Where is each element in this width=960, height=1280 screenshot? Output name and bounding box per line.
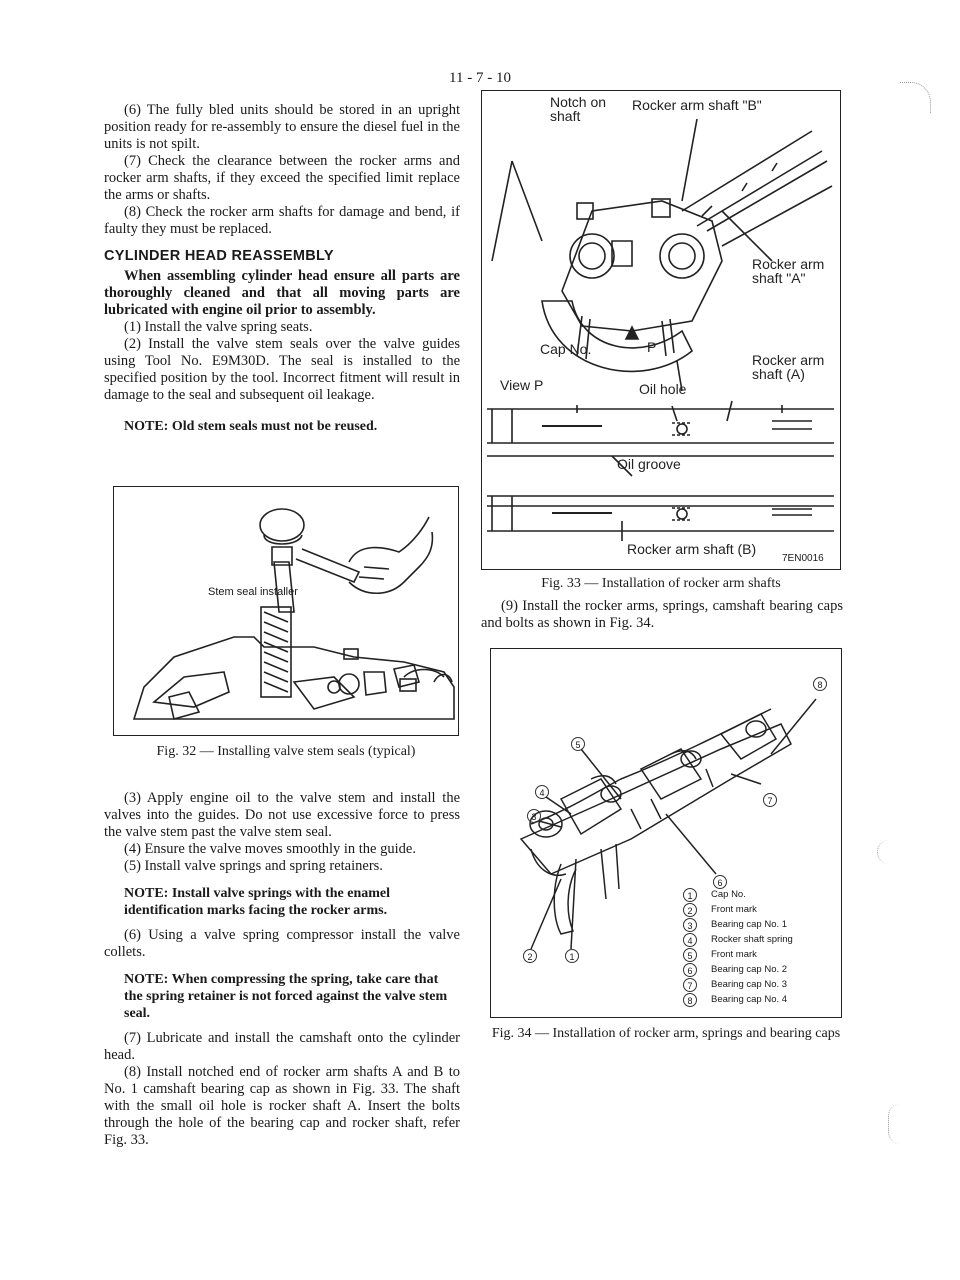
legend-text: Rocker shaft spring	[711, 934, 793, 945]
rocker-shaft-illustration	[482, 91, 839, 568]
step-6: (6) Using a valve spring compressor install the valve collets.	[104, 927, 460, 960]
bold-intro: When assembling cylinder head ensure all parts are thoroughly cleaned and that all moving parts are lubricated with engine oil prior to assembly.	[104, 268, 460, 318]
callout-6: 6	[713, 875, 727, 889]
legend-number: 6	[683, 963, 697, 977]
page-number-header: 11 - 7 - 10	[449, 70, 511, 86]
legend-number: 4	[683, 933, 697, 947]
valve-seal-illustration	[114, 487, 457, 734]
legend-row	[683, 917, 833, 932]
paragraph-8: (8) Check the rocker arm shafts for damage and bend, if faulty they must be replaced.	[104, 204, 460, 237]
oil-groove-label: Oil groove	[617, 456, 681, 472]
right-paragraph	[481, 598, 843, 632]
callout-3: 3	[527, 809, 541, 823]
legend-number: 7	[683, 978, 697, 992]
callout-4: 4	[535, 785, 549, 799]
scan-mark	[877, 840, 892, 864]
legend-text: Front mark	[711, 904, 757, 915]
figure-34	[490, 648, 842, 1018]
figure-code: 7EN0016	[782, 553, 824, 564]
view-p-marker: P	[647, 339, 657, 355]
legend-row	[683, 962, 833, 977]
callout-1: 1	[565, 949, 579, 963]
stem-seal-installer-label: Stem seal installer	[208, 586, 298, 598]
step-7: (7) Lubricate and install the camshaft onto the cylinder head.	[104, 1030, 460, 1063]
legend-number: 2	[683, 903, 697, 917]
legend-text: Bearing cap No. 3	[711, 979, 788, 990]
legend-number: 5	[683, 948, 697, 962]
step-5: (5) Install valve springs and spring retainers.	[124, 858, 383, 874]
step-1: (1) Install the valve spring seats.	[124, 319, 313, 335]
notch-on-shaft-label: Notch on shaft	[550, 94, 607, 124]
legend-text: Front mark	[711, 949, 757, 960]
fig-32-caption: Fig. 32 — Installing valve stem seals (typical)	[156, 744, 416, 759]
callout-8: 8	[813, 677, 827, 691]
oil-hole-label: Oil hole	[639, 381, 687, 397]
fig-34-legend	[683, 887, 833, 1007]
legend-number: 3	[683, 918, 697, 932]
cap-no-label: Cap No.	[540, 341, 592, 357]
figure-32	[113, 486, 459, 736]
legend-row	[683, 932, 833, 947]
rocker-shaft-b-view-label: Rocker arm shaft (B)	[627, 541, 757, 557]
step-3: (3) Apply engine oil to the valve stem and install the valves into the guides. Do not use excessive force to press the valve stem past the valve stem seal.	[104, 790, 460, 840]
view-p-label: View P	[500, 377, 544, 393]
section-heading: CYLINDER HEAD REASSEMBLY	[104, 248, 334, 264]
fig-33-caption: Fig. 33 — Installation of rocker arm shafts	[541, 576, 781, 591]
callout-2: 2	[523, 949, 537, 963]
rocker-shaft-a-view-label: Rocker arm shaft (A)	[752, 352, 825, 382]
legend-row	[683, 902, 833, 917]
step-2: (2) Install the valve stem seals over the valve guides using Tool No. E9M30D. The seal is installed to the specified position by the tool. Incorrect fitment will result in damage to the seal and subsequent oil leakage.	[104, 336, 460, 403]
step-9: (9) Install the rocker arms, springs, camshaft bearing caps and bolts as shown in Fig. 34.	[481, 598, 843, 631]
legend-text: Bearing cap No. 4	[711, 994, 788, 1005]
legend-text: Bearing cap No. 2	[711, 964, 788, 975]
legend-row	[683, 947, 833, 962]
left-column	[104, 102, 460, 435]
scan-mark	[888, 1104, 903, 1144]
paragraph-7: (7) Check the clearance between the rocker arms and rocker arm shafts, if they exceed the specified limit replace the arms or shafts.	[104, 153, 460, 203]
note-compressing: NOTE: When compressing the spring, take care that the spring retainer is not forced against the valve stem seal.	[124, 972, 448, 1021]
rocker-shaft-b-label: Rocker arm shaft "B"	[632, 97, 762, 113]
legend-row	[683, 977, 833, 992]
note-valve-springs: NOTE: Install valve springs with the enamel identification marks facing the rocker arms.	[124, 886, 391, 918]
legend-text: Bearing cap No. 1	[711, 919, 788, 930]
step-8: (8) Install notched end of rocker arm shafts A and B to No. 1 camshaft bearing cap as shown in Fig. 33. The shaft with the small oil hole is rocker shaft A. Insert the bolts through the hole of the bearing cap and rocker shaft, refer Fig. 33.	[104, 1064, 460, 1148]
legend-number: 1	[683, 888, 697, 902]
step-4: (4) Ensure the valve moves smoothly in the guide.	[124, 841, 416, 857]
callout-7: 7	[763, 793, 777, 807]
figure-33	[481, 90, 841, 570]
callout-5: 5	[571, 737, 585, 751]
legend-row	[683, 992, 833, 1007]
legend-row	[683, 887, 833, 902]
fig-34-caption: Fig. 34 — Installation of rocker arm, springs and bearing caps	[491, 1026, 841, 1041]
legend-text: Cap No.	[711, 889, 746, 900]
left-column-lower	[104, 790, 460, 1149]
paragraph-6: (6) The fully bled units should be stored in an upright position ready for re-assembly to ensure the diesel fuel in the units is not spilt.	[104, 102, 460, 152]
note-old-seals: NOTE: Old stem seals must not be reused.	[124, 419, 378, 434]
legend-number: 8	[683, 993, 697, 1007]
rocker-shaft-a-label: Rocker arm shaft "A"	[752, 256, 825, 286]
